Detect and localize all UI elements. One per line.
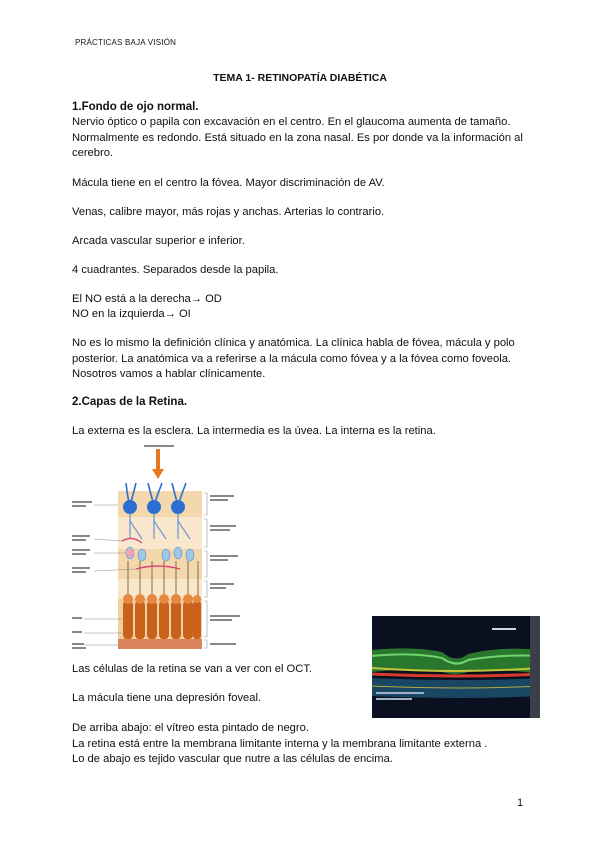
document-title: TEMA 1- RETINOPATÍA DIABÉTICA bbox=[213, 72, 387, 84]
paragraph: El NO está a la derecha→ OD bbox=[72, 293, 222, 305]
section-heading-2: 2.Capas de la Retina. bbox=[72, 396, 188, 408]
paragraph: Nervio óptico o papila con excavación en el centro. En el glaucoma aumenta de tamaño. Normalmente es redondo. Está situado en la zona nasal. Es por donde va la información al cerebro. bbox=[72, 116, 523, 160]
paragraph: Las células de la retina se van a ver con el OCT. bbox=[72, 663, 313, 675]
paragraph: No es lo mismo la definición clínica y anatómica. La clínica habla de fóvea, mácula y polo posterior. La anatómica va a referirse a la mácula como fóvea y a la fóvea como foveola. Nosotros vamos a hablar clínicamente. bbox=[72, 337, 515, 381]
paragraph: 4 cuadrantes. Separados desde la papila. bbox=[72, 264, 279, 276]
paragraph: La externa es la esclera. La intermedia es la úvea. La interna es la retina. bbox=[72, 425, 436, 437]
paragraph: NO en la izquierda→ OI bbox=[72, 308, 191, 320]
ganglion-cells bbox=[123, 500, 185, 514]
paragraph: La mácula tiene una depresión foveal. bbox=[72, 692, 262, 704]
paragraph: Mácula tiene en el centro la fóvea. Mayor discriminación de AV. bbox=[72, 177, 385, 189]
oct-scan-image bbox=[372, 616, 540, 718]
paragraph: Lo de abajo es tejido vascular que nutre a las células de encima. bbox=[72, 753, 393, 765]
paragraph: Venas, calibre mayor, más rojas y anchas. Arterias lo contrario. bbox=[72, 206, 385, 218]
page-header: PRÁCTICAS BAJA VISIÓN bbox=[75, 38, 177, 47]
light-arrow-icon bbox=[152, 449, 164, 479]
paragraph: La retina está entre la membrana limitante interna y la membrana limitante externa . bbox=[72, 738, 488, 750]
paragraph: Arcada vascular superior e inferior. bbox=[72, 235, 245, 247]
paragraph: De arriba abajo: el vítreo esta pintado de negro. bbox=[72, 722, 309, 734]
section-heading-1: 1.Fondo de ojo normal. bbox=[72, 101, 199, 113]
page-number: 1 bbox=[517, 797, 524, 809]
retina-layers-diagram bbox=[72, 443, 272, 655]
